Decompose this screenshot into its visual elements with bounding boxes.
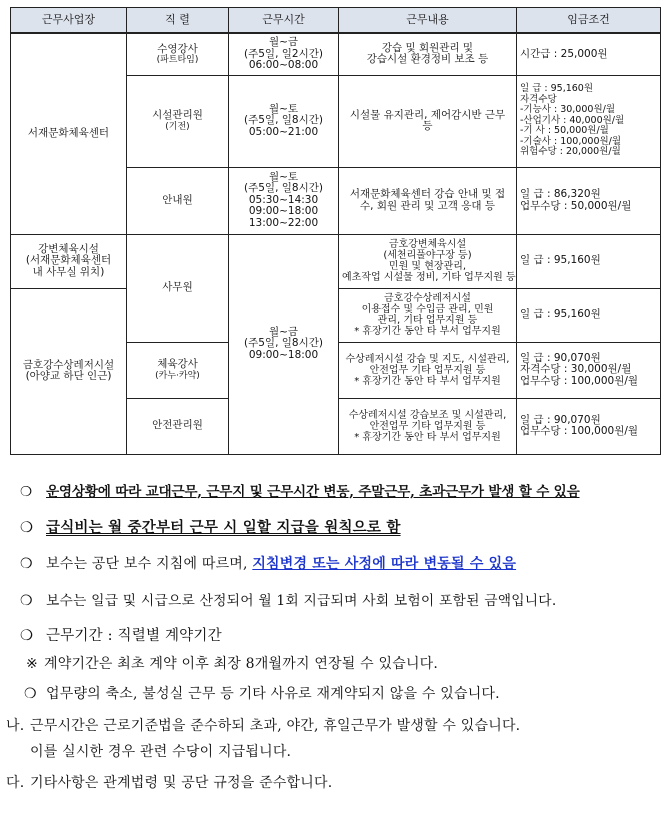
hours-info: 월~토 (주5일, 일8시간) 05:30~14:30 09:00~18:00 13:00~22:00 (229, 167, 339, 234)
note-4 (20, 591, 556, 611)
note-4-text: 보수는 일급 및 시급으로 산정되어 월 1회 지급되며 사회 보험이 포함된 금액입니다. (46, 593, 557, 609)
position-safety: 안전관리원 (127, 398, 229, 454)
note-9-text: 기타사항은 관계법령 및 공단 규정을 준수합니다. (30, 775, 333, 791)
circle-bullet-icon: ❍ (20, 593, 33, 609)
circle-bullet-icon: ❍ (20, 628, 34, 644)
note-1-text: 운영상황에 따라 교대근무, 근무지 및 근무시간 변동, 주말근무, 초과근무가 발생 할 수 있음 (46, 484, 580, 500)
header-position: 직 렬 (127, 8, 229, 34)
note-7-text: 업무량의 축소, 불성실 근무 등 기타 사유로 재계약되지 않을 수 있습니다. (46, 686, 500, 702)
pay-office-geumho: 일 급 : 95,160원 (517, 288, 661, 342)
table-header-row (11, 8, 661, 34)
position-office: 사무원 (127, 234, 229, 342)
job-conditions-table (10, 7, 661, 455)
table-row-swim (11, 33, 661, 75)
circle-bullet-icon: ❍ (20, 484, 32, 500)
workplace-geumho: 금호강수상레저시설 (아양교 하단 인근) (11, 288, 127, 454)
note-9 (6, 773, 332, 793)
header-duties: 근무내용 (339, 8, 517, 34)
pay-info: 일 급 : 86,320원 업무수당 : 50,000원/월 (517, 167, 661, 234)
position-facility: 시설관리원 (기전) (127, 75, 229, 167)
duties-swim: 강습 및 회원관리 및 강습시설 환경정비 보조 등 (339, 33, 517, 75)
note-9-mark: 다. (6, 775, 25, 791)
note-1 (20, 482, 580, 502)
duties-office-geumho: 금호강수상레저시설 이용접수 및 수입금 관리, 민원 관리, 기타 업무지원 등 * 휴장기간 동안 타 부서 업무지원 (339, 288, 517, 342)
duties-office-gangbyeon: 금호강변체육시설 (세천리풀야구장 등) 민원 및 현장관리, 예초작업 시설물 정비, 기타 업무지원 등 (339, 234, 517, 288)
circle-bullet-icon: ❍ (24, 686, 37, 702)
hours-swim: 월~금 (주5일, 일2시간) 06:00~08:00 (229, 33, 339, 75)
table-row-office-gangbyeon (11, 234, 661, 288)
note-8 (6, 716, 520, 736)
pay-facility: 일 급 : 95,160원 자격수당 -기능사 : 30,000원/월 -산업기사 : 40,000원/월 -기 사 : 50,000원/월 -기술사 : 100,000원/월 위험수당 : 20,000원/월 (517, 75, 661, 167)
hours-facility: 월~토 (주5일, 일8시간) 05:00~21:00 (229, 75, 339, 167)
note-5 (20, 626, 222, 646)
position-swim: 수영강사 (파트타임) (127, 33, 229, 75)
position-sports: 체육강사 (카누·카약) (127, 342, 229, 398)
note-6 (26, 654, 438, 674)
note-3 (20, 554, 516, 574)
pay-safety: 일 급 : 90,070원 업무수당 : 100,000원/월 (517, 398, 661, 454)
note-5-text: 근무기간 : 직렬별 계약기간 (46, 628, 222, 644)
reference-mark-icon: ※ (26, 656, 38, 672)
duties-info: 서재문화체육센터 강습 안내 및 접 수, 회원 관리 및 고객 응대 등 (339, 167, 517, 234)
workplace-gangbyeon: 강변체육시설 (서재문화체육센터 내 사무실 위치) (11, 234, 127, 288)
note-8-mark: 나. (6, 718, 25, 734)
note-8-continued: 이를 실시한 경우 관련 수당이 지급됩니다. (30, 744, 292, 760)
circle-bullet-icon: ❍ (20, 520, 34, 536)
note-2-text: 급식비는 월 중간부터 근무 시 일할 지급을 원칙으로 함 (46, 519, 401, 536)
pay-swim: 시간급 : 25,000원 (517, 33, 661, 75)
duties-safety: 수상레저시설 강습보조 및 시설관리, 안전업무 기타 업무지원 등 * 휴장기간 동안 타 부서 업무지원 (339, 398, 517, 454)
position-info: 안내원 (127, 167, 229, 234)
duties-facility: 시설물 유지관리, 제어감시반 근무 등 (339, 75, 517, 167)
header-hours: 근무시간 (229, 8, 339, 34)
pay-office-gangbyeon: 일 급 : 95,160원 (517, 234, 661, 288)
header-workplace: 근무사업장 (11, 8, 127, 34)
note-3-highlight: 지침변경 또는 사정에 따라 변동될 수 있음 (252, 556, 517, 572)
note-6-text: 계약기간은 최초 계약 이후 최장 8개월까지 연장될 수 있습니다. (44, 656, 439, 672)
note-2 (20, 518, 401, 538)
header-pay: 임금조건 (517, 8, 661, 34)
circle-bullet-icon: ❍ (20, 556, 33, 572)
workplace-seocho: 서재문화체육센터 (11, 33, 127, 234)
hours-shared: 월~금 (주5일, 일8시간) 09:00~18:00 (229, 234, 339, 454)
duties-sports: 수상레저시설 강습 및 지도, 시설관리, 안전업무 기타 업무지원 등 * 휴장기간 동안 타 부서 업무지원 (339, 342, 517, 398)
note-7 (24, 684, 500, 704)
pay-sports: 일 급 : 90,070원 자격수당 : 30,000원/월 업무수당 : 100,000원/월 (517, 342, 661, 398)
note-8-text: 근무시간은 근로기준법을 준수하되 초과, 야간, 휴일근무가 발생할 수 있습니다. (30, 718, 521, 734)
note-3-text: 보수는 공단 보수 지침에 따르며, (46, 556, 253, 572)
